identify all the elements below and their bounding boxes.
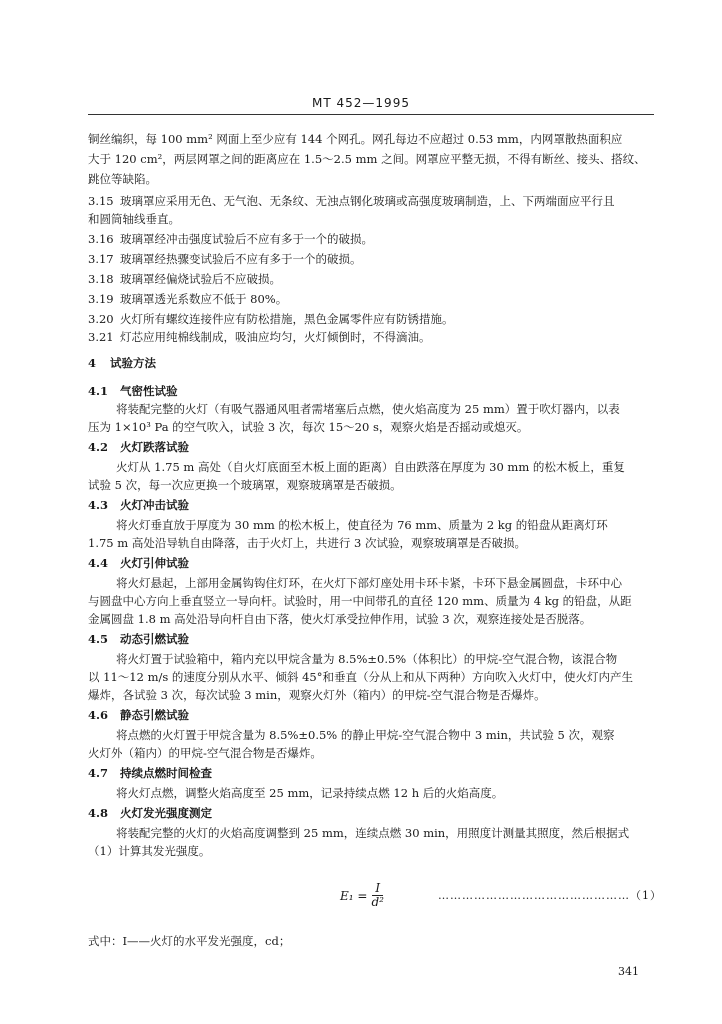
clause-number: 3.21 (88, 330, 114, 344)
test-number: 4.2 (88, 440, 109, 454)
test-line: 与圆盘中心方向上垂直竖立一导向杆。试验时，用一中间带孔的直径 120 mm、质量为 4 kg 的铅盘，从距 (88, 594, 632, 608)
equation-number: …………………………………………（1） (438, 889, 662, 902)
clause-3-17 (88, 252, 654, 266)
test-line: 1.75 m 高处沿导轨自由降落，击于火灯上，共进行 3 次试验，观察玻璃罩是否破损。 (88, 536, 526, 550)
section-number: 4 (88, 356, 97, 370)
test-heading-4-2 (88, 440, 654, 454)
test-title: 气密性试验 (120, 384, 178, 398)
header-rule (88, 114, 654, 115)
clause-number: 3.15 (88, 194, 114, 208)
clause-3-20 (88, 312, 654, 326)
test-line: 以 11～12 m/s 的速度分别从水平、倾斜 45°和垂直（分从上和从下两种）方向吹入火灯中，使火灯内产生 (88, 670, 633, 684)
test-line: 将火灯垂直放于厚度为 30 mm 的松木板上，使直径为 76 mm、质量为 2 kg 的铅盘从距离灯环 (116, 518, 608, 532)
paragraph-line: 铜丝编织，每 100 mm² 网面上至少应有 144 个网孔。网孔每边不应超过 0.53 mm，内网罩散热面积应 (88, 132, 623, 146)
formula-fraction (371, 882, 384, 909)
clause-3-15-cont (88, 212, 654, 226)
clause-number: 3.16 (88, 232, 114, 246)
test-line: 将装配完整的火灯的火焰高度调整到 25 mm，连续点燃 30 min，用照度计测量其照度，然后根据式 (116, 826, 630, 840)
test-line: 将点燃的火灯置于甲烷含量为 8.5%±0.5% 的静止甲烷-空气混合物中 3 min，共试验 5 次，观察 (116, 728, 615, 742)
clause-text: 玻璃罩透光系数应不低于 80%。 (120, 292, 288, 306)
test-line: 压为 1×10³ Pa 的空气吹入，试验 3 次，每次 15～20 s，观察火焰是否摇动或熄灭。 (88, 420, 529, 434)
clause-3-15 (88, 194, 654, 208)
clause-3-16 (88, 232, 654, 246)
test-heading-4-1 (88, 384, 654, 398)
formula-where: 式中：I——火灯的水平发光强度，cd； (88, 934, 291, 948)
test-title: 火灯引伸试验 (120, 556, 189, 570)
test-heading-4-4 (88, 556, 654, 570)
clause-text: 灯芯应用纯棉线制成，吸油应均匀，火灯倾倒时，不得滴油。 (120, 330, 431, 344)
test-line: 将火灯点燃，调整火焰高度至 25 mm，记录持续点燃 12 h 后的火焰高度。 (116, 786, 504, 800)
test-line: 试验 5 次，每一次应更换一个玻璃罩，观察玻璃罩是否破损。 (88, 478, 402, 492)
section-title: 试验方法 (110, 356, 156, 370)
test-line: 将火灯悬起，上部用金属钩钩住灯环，在火灯下部灯座处用卡环卡紧，卡环下悬金属圆盘，卡环中心 (116, 576, 622, 590)
page-number: 341 (618, 965, 639, 978)
clause-text: 玻璃罩经冲击强度试验后不应有多于一个的破损。 (120, 232, 373, 246)
clause-text: 玻璃罩经偏烧试验后不应破损。 (120, 272, 281, 286)
test-heading-4-8 (88, 806, 654, 820)
formula (340, 882, 384, 909)
clause-text: 玻璃罩经热骤变试验后不应有多于一个的破损。 (120, 252, 362, 266)
clause-number: 3.20 (88, 312, 114, 326)
paragraph-line: 跳位等缺陷。 (88, 172, 157, 186)
test-line: 火灯外（箱内）的甲烷-空气混合物是否爆炸。 (88, 746, 322, 760)
test-heading-4-3 (88, 498, 654, 512)
test-number: 4.1 (88, 384, 109, 398)
test-title: 火灯跌落试验 (120, 440, 189, 454)
clause-3-19 (88, 292, 654, 306)
page-header: MT 452—1995 (312, 96, 410, 110)
test-heading-4-5 (88, 632, 654, 646)
test-line: 将火灯置于试验箱中，箱内充以甲烷含量为 8.5%±0.5%（体积比）的甲烷-空气混合物，该混合物 (116, 652, 618, 666)
test-title: 动态引燃试验 (120, 632, 189, 646)
test-title: 持续点燃时间检查 (120, 766, 212, 780)
test-title: 火灯发光强度测定 (120, 806, 212, 820)
test-line: 爆炸，各试验 3 次，每次试验 3 min，观察火灯外（箱内）的甲烷-空气混合物是否爆炸。 (88, 688, 546, 702)
clause-3-18 (88, 272, 654, 286)
test-heading-4-6 (88, 708, 654, 722)
test-title: 静态引燃试验 (120, 708, 189, 722)
test-line: 金属圆盘 1.8 m 高处沿导向杆自由下落，使火灯承受拉伸作用，试验 3 次，观察连接处是否脱落。 (88, 612, 592, 626)
test-number: 4.4 (88, 556, 109, 570)
section-heading (88, 356, 654, 370)
clause-text: 玻璃罩应采用无色、无气泡、无条纹、无浊点钢化玻璃或高强度玻璃制造，上、下两端面应平行且 (120, 194, 615, 208)
clause-text: 火灯所有螺纹连接件应有防松措施，黑色金属零件应有防锈措施。 (120, 312, 454, 326)
clause-text: 和圆筒轴线垂直。 (88, 212, 180, 226)
test-title: 火灯冲击试验 (120, 498, 189, 512)
formula-numerator: I (372, 882, 383, 896)
test-number: 4.6 (88, 708, 109, 722)
clause-3-21 (88, 330, 654, 344)
formula-denominator: d² (371, 895, 384, 909)
test-number: 4.5 (88, 632, 109, 646)
test-line: （1）计算其发光强度。 (88, 844, 211, 858)
clause-number: 3.17 (88, 252, 114, 266)
test-number: 4.3 (88, 498, 109, 512)
clause-number: 3.18 (88, 272, 114, 286)
test-number: 4.7 (88, 766, 109, 780)
test-line: 火灯从 1.75 m 高处（自火灯底面至木板上面的距离）自由跌落在厚度为 30 mm 的松木板上，重复 (116, 460, 625, 474)
clause-number: 3.19 (88, 292, 114, 306)
formula-lhs: E₁ = (340, 888, 368, 903)
test-heading-4-7 (88, 766, 654, 780)
paragraph-line: 大于 120 cm²，两层网罩之间的距离应在 1.5～2.5 mm 之间。网罩应平整无损，不得有断丝、接头、搭纹、 (88, 152, 646, 166)
test-number: 4.8 (88, 806, 109, 820)
test-line: 将装配完整的火灯（有吸气器通风咀者需堵塞后点燃，使火焰高度为 25 mm）置于吹灯器内，以表 (116, 402, 620, 416)
